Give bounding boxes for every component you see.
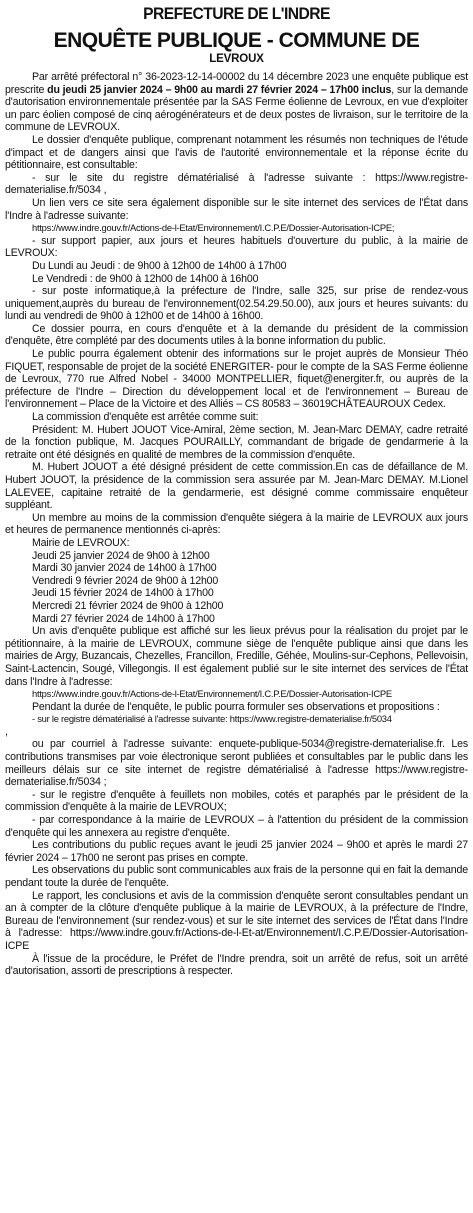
permanence-item: Jeudi 15 février 2024 de 14h00 à 17h00 (32, 587, 214, 600)
paragraph-arrete: Par arrêté préfectoral n° 36-2023-12-14-00002 du 14 décembre 2023 une enquête publique est prescrite du jeudi 25 janvier 2024 – 9h00 au mardi 27 février 2024 – 17h00 inclus, sur la demande d'autorisation environnementale présentée par la SAS Ferme éolienne de Levroux, en vue d'exploiter un parc éolien composé de cinq aérogénérateurs et de deux postes de livraison, sur le territoire de la commune de LEVROUX. (5, 71, 468, 134)
url-icpe-2: https://www.indre.gouv.fr/Actions-de-l-Etat/Environnement/I.C.P.E/Dossier-Autorisation-ICPE (32, 688, 392, 700)
registre-url-comma: , (5, 725, 8, 738)
paragraph-registre-papier: - sur le registre d'enquête à feuillets non mobiles, cotés et paraphés par le président de la commission d'enquête à la mairie de LEVROUX; (5, 788, 468, 814)
paragraph-papier: - sur support papier, aux jours et heures habituels d'ouverture du public, à la mairie de LEVROUX: (5, 234, 468, 260)
paragraph-registre-site: - sur le site du registre dématérialisé à l'adresse suivante : https://www.registre-dematerialise.fr/5034 , (5, 171, 468, 197)
prefecture-heading: PREFECTURE DE L'INDRE (143, 4, 330, 23)
paragraph-poste-informatique: - sur poste informatique,à la préfecture de l'Indre, salle 325, sur prise de rendez-vous uniquement,auprès du bureau de l'environnement(02.54.29.50.00), aux jours et heures suivants: du lundi au vendredi de 9h00 à 12h00 et de 14h00 à 16h00. (5, 285, 468, 323)
paragraph-courriel: ou par courriel à l'adresse suivante: enquete-publique-5034@registre-dematerialise.fr. Les contributions transmises par voie électronique seront publiées et consultables par le public dans les meilleurs délais sur ce site internet de registre dématérialisé à l'adresse https://www.registre-dematerialise.fr/5034 ; (5, 738, 468, 789)
permanences-title: Mairie de LEVROUX: (32, 536, 130, 549)
permanence-item: Mercredi 21 février 2024 de 9h00 à 12h00 (32, 599, 224, 612)
paragraph-issue: À l'issue de la procédure, le Préfet de l'Indre prendra, soit un arrêté de refus, soit un arrêté d'autorisation, assorti de prescriptions à respecter. (5, 952, 468, 978)
paragraph-contributions-hors-delai: Les contributions du public reçues avant le jeudi 25 janvier 2024 – 9h00 et après le mardi 27 février 2024 – 17h00 ne seront pas prises en compte. (5, 839, 468, 864)
paragraph-dossier: Le dossier d'enquête publique, comprenant notamment les résumés non techniques de l'étude d'impact et de dangers ainsi que l'avis de l'autorité environnementale et la réponse écrite du pétitionnaire, est consultable: (5, 133, 468, 172)
paragraph-commission: La commission d'enquête est arrêtée comme suit: (32, 411, 259, 424)
paragraph-permanences-intro: Un membre au moins de la commission d'enquête siégera à la mairie de LEVROUX aux jours et heures de permanence mentionnés ci-après: (5, 511, 468, 537)
enquete-dates: du jeudi 25 janvier 2024 – 9h00 au mardi 27 février 2024 – 17h00 inclus (47, 83, 392, 96)
permanence-item: Vendredi 9 février 2024 de 9h00 à 12h00 (32, 574, 219, 587)
notice-title: ENQUÊTE PUBLIQUE - COMMUNE DE (53, 29, 420, 52)
permanence-item: Mardi 27 février 2024 de 14h00 à 17h00 (32, 612, 215, 625)
horaires-vendredi: Le Vendredi : de 9h00 à 12h00 de 14h00 à 16h00 (32, 272, 259, 285)
paragraph-communicables: Les observations du public sont communicables aux frais de la personne qui en fait la demande pendant toute la durée de l'enquête. (5, 864, 468, 889)
registre-url: - sur le registre dématérialisé à l'adresse suivante: https://www.registre-dematerialise.fr/5034 (32, 713, 392, 725)
paragraph-complement: Ce dossier pourra, en cours d'enquête et à la demande du président de la commission d'enquête, être complété par des documents utiles à la bonne information du public. (5, 322, 468, 348)
commune-name: LEVROUX (209, 53, 264, 65)
paragraph-informations: Le public pourra également obtenir des informations sur le projet auprès de Monsieur Théo FIQUET, responsable de projet de la société ENERGITER- pour le compte de la SAS Ferme éolienne de Levroux, 770 rue Alfred Nobel - 34000 MONTPELLIER, fiquet@energiter.fr, ou auprès de la préfecture de l'Indre – Direction du développement local et de l'environnement – Bureau de l'environnement – Place de la Victoire et des Alliés – CS 80583 – 36019CHÂTEAUROUX Cedex. (5, 348, 468, 411)
paragraph-rapport: Le rapport, les conclusions et avis de la commission d'enquête seront consultables pendant un an à compter de la clôture d'enquête publique à la mairie de LEVROUX, à la préfecture de l'Indre, Bureau de l'environnement (sur rendez-vous) et sur le site internet des services de l'État dans l'Indre à l'adresse: https://www.indre.gouv.fr/Actions-de-l-Et-at/Environnement/I.C.P.E/Dossier-Autorisation-ICPE (5, 889, 468, 952)
paragraph-president: M. Hubert JOUOT a été désigné président de cette commission.En cas de défaillance de M. Hubert JOUOT, la présidence de la commission sera assurée par M. Jean-Marc DEMAY. M.Lionel LALEVEE, capitaine retraité de la gendarmerie, est désigné comme commissaire enquêteur suppléant. (5, 461, 468, 512)
paragraph-lien: Un lien vers ce site sera également disponible sur le site internet des services de l'État dans l'Indre à l'adresse suivante: (5, 196, 468, 222)
permanence-item: Mardi 30 janvier 2024 de 14h00 à 17h00 (32, 562, 217, 575)
url-icpe: https://www.indre.gouv.fr/Actions-de-l-Etat/Environnement/I.C.P.E/Dossier-Autorisation-ICPE; (32, 222, 395, 234)
paragraph-membres: Président: M. Hubert JOUOT Vice-Amiral, 2ème section, M. Jean-Marc DEMAY, cadre retraité de la fonction publique, M. Jacques POURAILLY, commandant de brigade de gendarmerie à la retraite ont été désignés en qualité de membres de la commission d'enquête. (5, 423, 468, 461)
paragraph-correspondance: - par correspondance à la mairie de LEVROUX – à l'attention du président de la commission d'enquête qui les annexera au registre d'enquête. (5, 814, 468, 839)
paragraph-observations: Pendant la durée de l'enquête, le public pourra formuler ses observations et propositions : (32, 700, 440, 713)
paragraph-avis: Un avis d'enquête publique est affiché sur les lieux prévus pour la réalisation du projet par le pétitionnaire, à la mairie de LEVROUX, commune siège de l'enquête publique ainsi que dans les mairies de Argy, Buzancais, Chezelles, Francillon, Fredille, Géhée, Moulins-sur-Cephons, Pellevoisin, Saint-Lactencin, Sougé, Villegongis. Il est également publié sur le site internet des services de l'État dans l'Indre à l'adresse: (5, 625, 468, 688)
horaires-lundi-jeudi: Du Lundi au Jeudi : de 9h00 à 12h00 de 14h00 à 17h00 (32, 259, 287, 272)
permanence-item: Jeudi 25 janvier 2024 de 9h00 à 12h00 (32, 549, 210, 562)
